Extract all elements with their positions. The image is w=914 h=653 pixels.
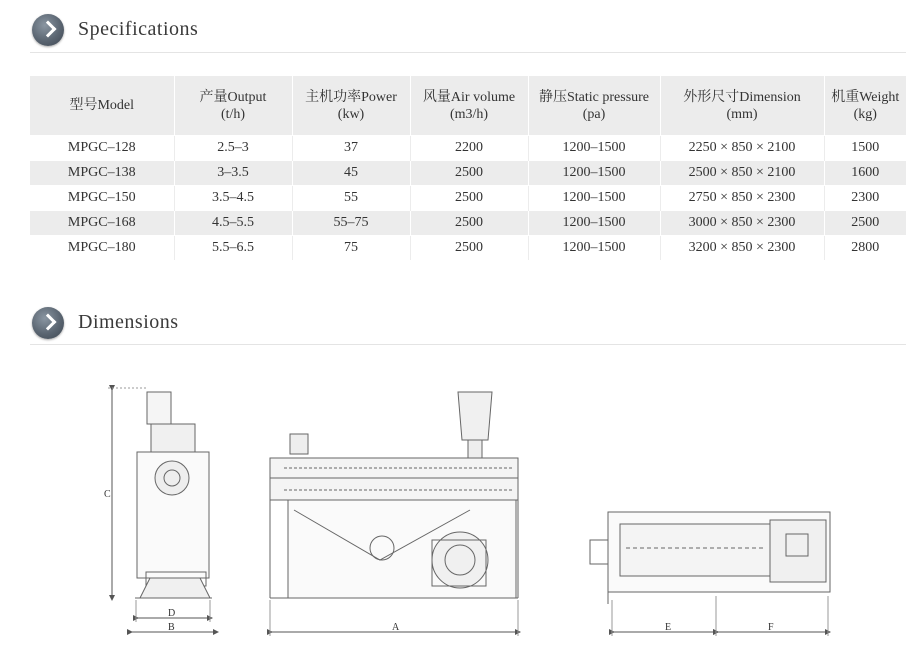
cell-model: MPGC–180 [30,236,174,261]
cell-power: 55 [292,186,410,211]
cell-output: 3–3.5 [174,161,292,186]
side-view-drawing [108,388,216,632]
cell-power: 75 [292,236,410,261]
cell-model: MPGC–168 [30,211,174,236]
header-air-volume: 风量Air volume (m3/h) [410,76,528,136]
cell-weight: 1500 [824,136,906,161]
cell-dimension: 2750 × 850 × 2300 [660,186,824,211]
cell-output: 2.5–3 [174,136,292,161]
specifications-title: Specifications [78,18,199,40]
cell-static-pressure: 1200–1500 [528,211,660,236]
cell-dimension: 2500 × 850 × 2100 [660,161,824,186]
cell-power: 55–75 [292,211,410,236]
cell-dimension: 3200 × 850 × 2300 [660,236,824,261]
cell-output: 3.5–4.5 [174,186,292,211]
cell-air-volume: 2500 [410,211,528,236]
header-dimension: 外形尺寸Dimension (mm) [660,76,824,136]
dimension-label-e: E [665,622,672,633]
cell-weight: 2300 [824,186,906,211]
cell-dimension: 2250 × 850 × 2100 [660,136,824,161]
cell-output: 4.5–5.5 [174,211,292,236]
header-model: 型号Model [30,76,174,136]
cell-power: 37 [292,136,410,161]
cell-power: 45 [292,161,410,186]
cell-output: 5.5–6.5 [174,236,292,261]
cell-air-volume: 2500 [410,161,528,186]
cell-dimension: 3000 × 850 × 2300 [660,211,824,236]
dimension-label-b: B [168,622,175,633]
cell-air-volume: 2200 [410,136,528,161]
cell-weight: 2800 [824,236,906,261]
dimension-label-c: C [104,489,111,500]
cell-weight: 2500 [824,211,906,236]
header-output: 产量Output (t/h) [174,76,292,136]
dimension-label-d: D [168,608,176,619]
header-static-pressure: 静压Static pressure (pa) [528,76,660,136]
dimensions-title: Dimensions [78,311,179,333]
cell-model: MPGC–150 [30,186,174,211]
cell-model: MPGC–128 [30,136,174,161]
cell-static-pressure: 1200–1500 [528,161,660,186]
header-power: 主机功率Power (kw) [292,76,410,136]
cell-static-pressure: 1200–1500 [528,136,660,161]
cell-air-volume: 2500 [410,236,528,261]
header-weight: 机重Weight (kg) [824,76,906,136]
dimension-label-a: A [392,622,400,633]
cell-static-pressure: 1200–1500 [528,186,660,211]
cell-air-volume: 2500 [410,186,528,211]
cell-static-pressure: 1200–1500 [528,236,660,261]
top-view-drawing [590,512,830,636]
front-view-drawing [270,392,518,636]
dimension-label-f: F [768,622,774,633]
cell-weight: 1600 [824,161,906,186]
cell-model: MPGC–138 [30,161,174,186]
